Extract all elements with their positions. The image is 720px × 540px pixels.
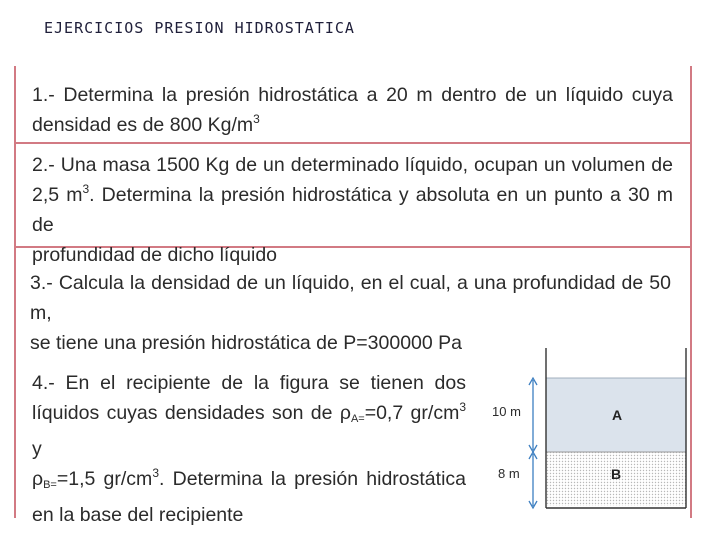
subscript: B= bbox=[43, 479, 57, 491]
problem-3-line-2: se tiene una presión hidrostática de P=300000 Pa bbox=[30, 332, 463, 354]
height-arrow-a bbox=[529, 378, 537, 452]
problem-4-text: y bbox=[32, 438, 42, 460]
problem-2-text: 2,5 m bbox=[32, 184, 83, 206]
superscript: 3 bbox=[253, 112, 260, 126]
problem-4-text: =1,5 gr/cm bbox=[56, 468, 153, 490]
height-label-a: 10 m bbox=[492, 404, 521, 419]
problem-2-line-2 bbox=[32, 180, 673, 240]
problem-2-line-1: 2.- Una masa 1500 Kg de un determinado líquido, ocupan un volumen de bbox=[32, 154, 673, 176]
superscript: 3 bbox=[82, 182, 90, 196]
problem-4-text: líquidos cuyas densidades son de ρ bbox=[32, 402, 351, 424]
divider bbox=[14, 142, 690, 144]
problem-1-line-2 bbox=[32, 110, 673, 140]
liquid-b-label: B bbox=[611, 466, 622, 482]
superscript: 3 bbox=[459, 400, 466, 414]
problem-1 bbox=[32, 80, 673, 140]
problem-4 bbox=[32, 368, 466, 530]
problem-2 bbox=[32, 150, 673, 270]
problem-1-text: densidad es de 800 Kg/m bbox=[32, 114, 254, 136]
problem-4-line-4: en la base del recipiente bbox=[32, 504, 244, 526]
problem-1-line-1: 1.- Determina la presión hidrostática a 20 m dentro de un líquido cuya bbox=[32, 84, 673, 106]
problem-4-text: ρ bbox=[32, 468, 44, 490]
problem-2-text: . Determina la presión hidrostática y absoluta en un punto a 30 m de bbox=[32, 184, 673, 236]
page-title: EJERCICIOS PRESION HIDROSTATICA bbox=[44, 19, 355, 37]
problem-4-text: . Determina la presión hidrostática bbox=[159, 468, 467, 490]
problem-3-line-1: 3.- Calcula la densidad de un líquido, en el cual, a una profundidad de 50 m, bbox=[30, 272, 671, 324]
superscript: 3 bbox=[152, 466, 159, 480]
liquid-a-label: A bbox=[612, 407, 623, 423]
subscript: A= bbox=[350, 413, 365, 425]
problem-2-line-3: profundidad de dicho líquido bbox=[32, 244, 278, 266]
problem-4-line-1: 4.- En el recipiente de la figura se tienen dos bbox=[32, 372, 466, 394]
problem-4-line-3 bbox=[32, 464, 466, 500]
problem-4-text: =0,7 gr/cm bbox=[364, 402, 460, 424]
height-label-b: 8 m bbox=[498, 466, 520, 481]
height-arrow-b bbox=[529, 452, 537, 508]
problem-4-line-2 bbox=[32, 398, 466, 464]
container-figure bbox=[480, 340, 700, 520]
